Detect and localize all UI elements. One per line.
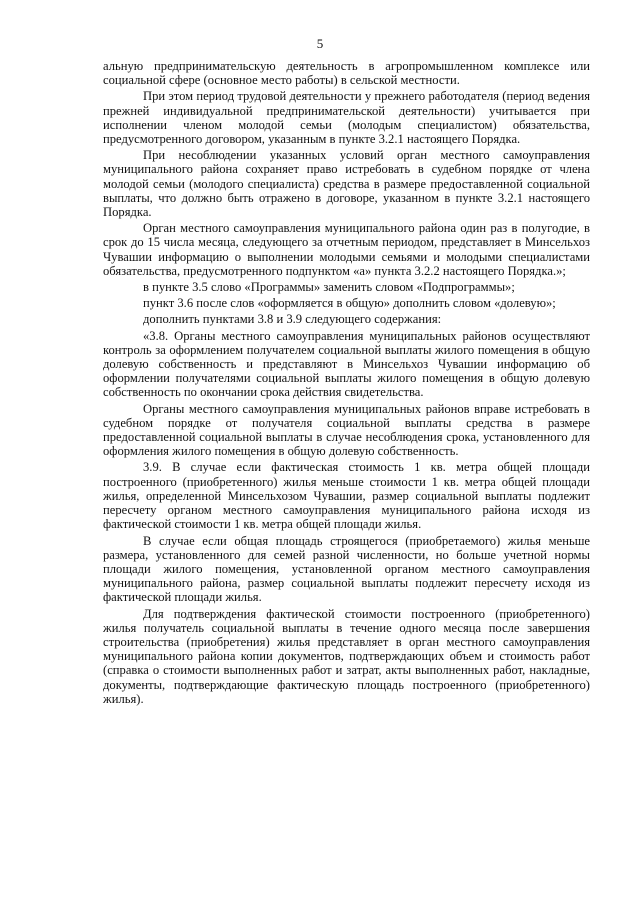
page-number: 5 — [316, 36, 324, 51]
paragraph-3-8-court: Органы местного самоуправления муниципальных районов вправе истребовать в судебном порядке от получателя социальной выплаты средства в размере предоставленной социальной выплаты в случае несоблюдения срока, установленного для оформления жилого помещения в общую долевую собственность. — [103, 401, 590, 459]
paragraph-work-period: При этом период трудовой деятельности у прежнего работодателя (период ведения прежней индивидуальной предпринимательской деятельности) учитывается при исполнении членом молодой семьи (молодым специалистом) обязательства, предусмотренного договором, указанным в пункте 3.2.1 настоящего Порядка. — [103, 89, 590, 147]
paragraph-reporting: Орган местного самоуправления муниципального района один раз в полугодие, в срок до 15 числа месяца, следующего за отчетным периодом, представляет в Минсельхоз Чувашии информацию о выполнении молодыми семьями и молодыми специалистами обязательства, предусмотренного подпунктом «а» пункта 3.2.2 настоящего Порядка.»; — [103, 221, 590, 278]
paragraph-amend-3-6: пункт 3.6 после слов «оформляется в общую» дополнить словом «долевую»; — [143, 296, 556, 311]
paragraph-non-compliance: При несоблюдении указанных условий орган местного самоуправления муниципального района сохраняет право истребовать в судебном порядке от члена молодой семьи (молодого специалиста) средства в размере предоставленной социальной выплаты, что должно быть отражено в договоре, указанном в пункте 3.2.1 настоящего Порядка. — [103, 148, 590, 220]
paragraph-3-9: 3.9. В случае если фактическая стоимость 1 кв. метра общей площади построенного (приобретенного) жилья меньше стоимости 1 кв. метра общей площади жилья, определенной Минсельхозом Чувашии, размер социальной выплаты подлежит пересчету органом местного самоуправления муниципального района исходя из фактической стоимости 1 кв. метра общей площади жилья. — [103, 460, 590, 532]
paragraph-3-8: «3.8. Органы местного самоуправления муниципальных районов осуществляют контроль за оформлением получателем социальной выплаты жилого помещения в общую долевую собственность и представляют в Минсельхоз Чувашии информацию об оформлении получателями социальной выплаты жилого помещения в общую долевую собственность по окончании срока действия свидетельства. — [103, 328, 590, 400]
paragraph-area-recalc: В случае если общая площадь строящегося (приобретаемого) жилья меньше размера, установленного для семей разной численности, но больше учетной нормы площади жилого помещения, установленной органом местного самоуправления муниципального района, размер социальной выплаты подлежит пересчету исходя из фактической площади жилья. — [103, 533, 590, 605]
paragraph-amend-3-5: в пункте 3.5 слово «Программы» заменить словом «Подпрограммы»; — [143, 280, 515, 295]
paragraph-continuation: альную предпринимательскую деятельность в агропромышленном комплексе или социальной сфере (основное место работы) в сельской местности. — [103, 59, 590, 88]
paragraph-add-3-8-3-9: дополнить пунктами 3.8 и 3.9 следующего содержания: — [143, 312, 442, 327]
body-text — [103, 59, 590, 708]
paragraph-confirmation: Для подтверждения фактической стоимости построенного (приобретенного) жилья получатель социальной выплаты в течение одного месяца после завершения строительства (приобретения) жилья представляет в орган местного самоуправления муниципального района копии документов, подтверждающих объем и стоимость работ (справка о стоимости выполненных работ и затрат, акты выполненных работ, накладные, документы, подтверждающие фактическую площадь построенного (приобретенного) жилья). — [103, 606, 590, 706]
